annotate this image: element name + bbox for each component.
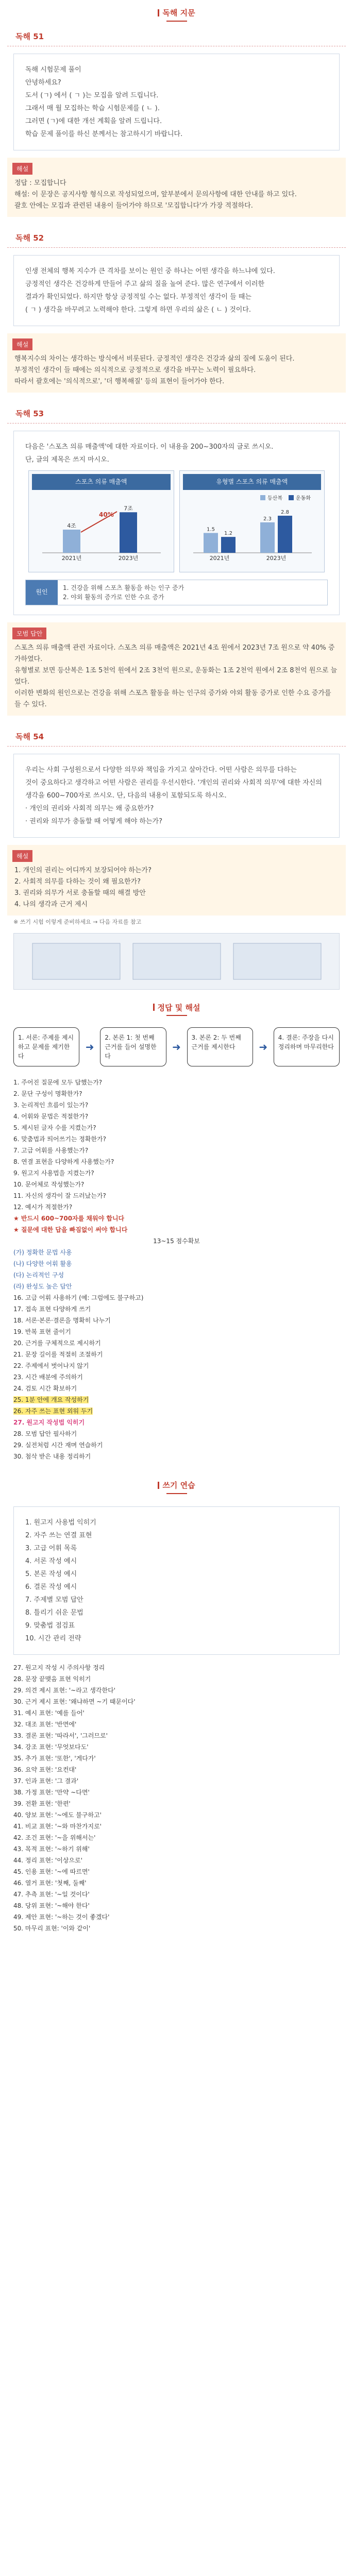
chart0-svg <box>32 492 166 564</box>
q54-analysis: 해설 1. 개인의 권리는 어디까지 보장되어야 하는가? 2. 사회적 의무를 다하는 것이 왜 필요한가? 3. 권리와 의무가 서로 충돌할 때의 해결 방안 4. 나의 생각과 근거 제시 <box>7 845 346 916</box>
chart1-bar <box>278 516 292 553</box>
chart0-annotation: 40% <box>99 511 114 518</box>
arrow-icon: ➜ <box>172 1041 181 1053</box>
reference-image-graphic <box>27 938 326 985</box>
chart0-value-label: 4조 <box>67 522 76 529</box>
chart1-legend-swatch <box>260 495 265 500</box>
chart1-value-label: 1.5 <box>206 526 215 532</box>
chart1-legend-label: 운동화 <box>295 495 311 501</box>
option-card-2: 2. 본론 1: 첫 번째 근거를 들어 설명한다 <box>100 1027 166 1066</box>
q52-box: 인생 전체의 행복 지수가 큰 격차를 보이는 원인 중 하나는 어떤 생각을 하느냐에 있다. 긍정적인 생각은 건강하게 만들어 주고 삶의 질을 높여 준다. 많은 연구에서 이러한 결과가 확인되었다. 하지만 항상 긍정적일 수는 없다. 부정적인 생각이 들 때는 ( ㄱ ) 생각을 바꾸려고 노력해야 한다. 그렇게 하면 우리의 삶은 ( ㄴ ) 것이다. <box>13 255 340 326</box>
structure-options <box>0 1021 353 1077</box>
section-header-reading: 독해 지문 <box>0 0 353 27</box>
chart0-bar <box>120 512 137 553</box>
chart1-tick-label: 2023년 <box>266 554 286 562</box>
q53-analysis: 모범 답안 스포츠 의류 매출액 관련 자료이다. 스포츠 의류 매출액은 2021년 4조 원에서 2023년 7조 원으로 약 40% 증가하였다. 유형별로 보면 등산복은 1조 5천억 원에서 2조 3천억 원으로, 운동화는 1조 2천억 원에서 2조 8천억 원으로 늘었다. 이러한 변화의 원인으로는 건강을 위해 스포츠 활동을 하는 인구의 증가와 야외 활동 증가로 인한 수요 증가를 들 수 있다. <box>7 622 346 716</box>
chart1-svg <box>183 492 317 564</box>
q51-title: 독해 51 <box>7 27 346 46</box>
cause-note: 원인 1. 건강을 위해 스포츠 활동을 하는 인구 증가 2. 야외 활동의 증가로 인한 수요 증가 <box>25 580 328 605</box>
chart1-tick-label: 2021년 <box>209 554 229 562</box>
chart0-bar <box>63 530 80 553</box>
expression-list: 27. 원고지 작성 시 주의사항 정리 28. 문장 끝맺음 표현 익히기 29. 의견 제시 표현: '~라고 생각한다' 30. 근거 제시 표현: '왜냐하면 ~기 때문이다' 31. 예시 표현: '예를 들어' 32. 대조 표현: '반면에' 33. 결론 표현: '따라서', '그러므로' 34. 강조 표현: '무엇보다도' 35. 추가 표현: '또한', '게다가' 36. 요약 표현: '요컨대' 37. 인과 표현: '그 결과' 38. 가정 표현: '만약 ~다면' 39. 전환 표현: '한편' 40. 양보 표현: '~에도 불구하고' 41. 비교 표현: '~와 마찬가지로' 42. 조건 표현: '~을 위해서는' 43. 목적 표현: '~하기 위해' 44. 정리 표현: '이상으로' 45. 인용 표현: '~에 따르면' 46. 열거 표현: '첫째, 둘째' 47. 추측 표현: '~일 것이다' 48. 당위 표현: '~해야 한다' 49. 제안 표현: '~하는 것이 좋겠다' 50. 마무리 표현: '이와 같이' <box>13 1664 136 1932</box>
option-card-4: 4. 결론: 주장을 다시 정리하며 마무리한다 <box>274 1027 340 1066</box>
q53-box: 다음은 '스포츠 의류 매출액'에 대한 자료이다. 이 내용을 200~300자의 글로 쓰시오. 단, 글의 제목은 쓰지 마시오. 스포츠 의류 매출액 4조 2021년 7조 2023년 40% 유형별 스포츠 의류 매출액 1.5 1.2 2021년 2.3 2.8 2023년 등산복 운동화 원인 1. 건강을 위해 스포츠 활동을 하는 인구 증가 2. 야외 활동의 증가로 인한 수요 증가 <box>13 431 340 615</box>
chart1-legend-swatch <box>289 495 294 500</box>
q52-analysis: 해설 행복지수의 차이는 생각하는 방식에서 비롯된다. 긍정적인 생각은 건강과 삶의 질에 도움이 된다. 부정적인 생각이 들 때에는 의식적으로 긍정적으로 생각을 바꾸는 노력이 필요하다. 따라서 괄호에는 '의식적으로', '더 행복해질' 등의 표현이 들어가야 한다. <box>7 333 346 393</box>
q51-analysis: 해설 정답 : 모집합니다 해설: 이 문장은 공지사항 형식으로 작성되었으며, 앞부분에서 문의사항에 대한 안내를 하고 있다. 괄호 안에는 모집과 관련된 내용이 들어가야 하므로 '모집합니다'가 가장 적절하다. <box>7 158 346 217</box>
checklist: 1. 주어진 질문에 모두 답했는가? 2. 문단 구성이 명확한가? 3. 논리적인 흐름이 있는가? 4. 어휘와 문법은 적절한가? 5. 제시된 글자 수를 지켰는가? 6. 맞춤법과 띄어쓰기는 정확한가? 7. 고급 어휘를 사용했는가? 8. 연결 표현을 다양하게 사용했는가? 9. 원고지 사용법을 지켰는가? 10. 문어체로 작성했는가? 11. 자신의 생각이 잘 드러났는가? 12. 예시가 적절한가? ★ 반드시 600~700자를 채워야 합니다 ★ 질문에 대한 답을 빠짐없이 써야 합니다 13~15 점수확보 (가) 정확한 문법 사용 (나) 다양한 어휘 활용 (다) 논리적인 구성 (라) 완성도 높은 답안 16. 고급 어휘 사용하기 (예: 그럼에도 불구하고) 17. 접속 표현 다양하게 쓰기 18. 서론·본론·결론을 명확히 나누기 19. 반복 표현 줄이기 20. 근거를 구체적으로 제시하기 21. 문장 길이를 적절히 조절하기 22. 주제에서 벗어나지 않기 23. 시간 배분에 주의하기 24. 검토 시간 확보하기 25. 1분 안에 개요 작성하기 26. 자주 쓰는 표현 외워 두기 27. 원고지 작성법 익히기 28. 모범 답안 필사하기 29. 실전처럼 시간 재며 연습하기 30. 첨삭 받은 내용 정리하기 <box>13 1079 200 1460</box>
option-card-3: 3. 본론 2: 두 번째 근거를 제시한다 <box>187 1027 253 1066</box>
reference-image <box>13 933 340 990</box>
section-header-answers: 정답 및 해설 <box>0 995 353 1022</box>
q52-title: 독해 52 <box>7 228 346 248</box>
chart1-bar <box>260 522 275 552</box>
chart1-bar <box>221 537 236 553</box>
chart-type-sales: 유형별 스포츠 의류 매출액 1.5 1.2 2021년 2.3 2.8 2023년 등산복 운동화 <box>179 470 325 572</box>
arrow-icon: ➜ <box>259 1041 268 1053</box>
q54-sticker: ※ 쓰기 시험 이렇게 준비하세요 → 다음 자료를 참고 <box>13 918 142 925</box>
chart1-bar <box>204 533 218 553</box>
section-header-practice: 쓰기 연습 <box>0 1472 353 1499</box>
chart0-tick-label: 2023년 <box>118 554 139 562</box>
chart0-value-label: 7조 <box>124 504 133 512</box>
q51-box: 독해 시험문제 풀이 안녕하세요? 도서 (ㄱ) 에서 ( ㄱ )는 모집을 알려 드립니다. 그래서 매 월 모집하는 학습 시험문제를 ( ㄴ ). 그러면 (ㄱ)에 대한 개선 계획을 알려 드립니다. 학습 문제 풀이를 하신 분께서는 참고하시기 바랍니다. <box>13 54 340 150</box>
chart-total-sales: 스포츠 의류 매출액 4조 2021년 7조 2023년 40% <box>28 470 174 572</box>
q53-title: 독해 53 <box>7 404 346 423</box>
arrow-icon: ➜ <box>85 1041 94 1053</box>
chart1-value-label: 2.3 <box>263 516 272 522</box>
q54-box: 우리는 사회 구성원으로서 다양한 의무와 책임을 가지고 살아간다. 어떤 사람은 의무를 다하는 것이 중요하다고 생각하고 어떤 사람은 권리를 우선시한다. '개인의 권리와 사회적 의무'에 대한 자신의 생각을 600~700자로 쓰시오. 단, 다음의 내용이 포함되도록 하시오. · 개인의 권리와 사회적 의무는 왜 중요한가? · 권리와 의무가 충돌할 때 어떻게 해야 하는가? <box>13 754 340 838</box>
chart1-value-label: 1.2 <box>224 530 232 536</box>
option-card-1: 1. 서론: 주제를 제시하고 문제를 제기한다 <box>13 1027 79 1066</box>
practice-list: 1. 원고지 사용법 익히기 2. 자주 쓰는 연결 표현 3. 고급 어휘 목록 4. 서론 작성 예시 5. 본론 작성 예시 6. 결론 작성 예시 7. 주제별 모범 답안 8. 틀리기 쉬운 문법 9. 맞춤법 점검표 10. 시간 관리 전략 <box>13 1506 340 1655</box>
chart1-value-label: 2.8 <box>280 509 289 515</box>
chart1-legend-label: 등산복 <box>267 495 282 501</box>
q54-title: 독해 54 <box>7 727 346 747</box>
chart0-tick-label: 2021년 <box>61 554 82 562</box>
